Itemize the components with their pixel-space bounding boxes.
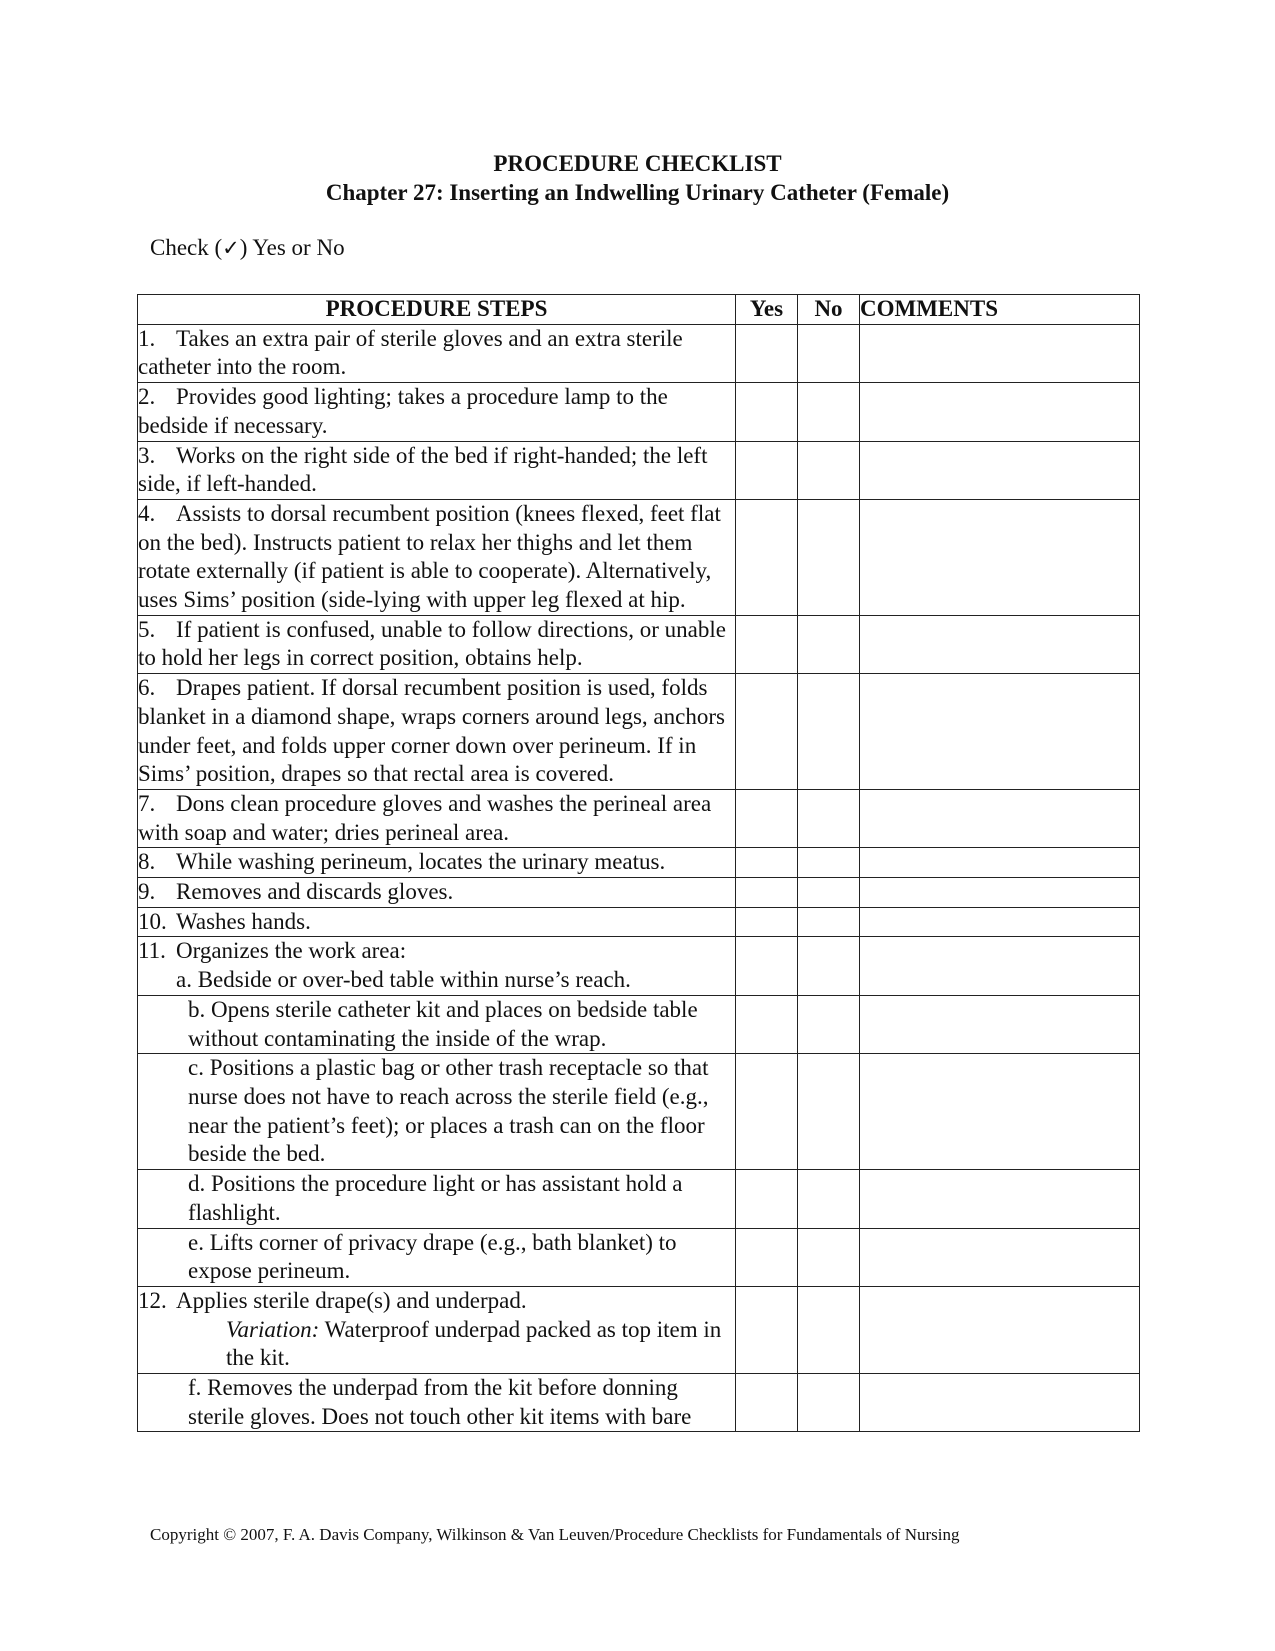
comments-cell[interactable] xyxy=(860,995,1140,1053)
step-text: Applies sterile drape(s) and underpad. xyxy=(176,1287,527,1313)
step-cell xyxy=(138,878,736,908)
step-cell xyxy=(138,907,736,937)
yes-cell[interactable] xyxy=(736,383,798,441)
yes-cell[interactable] xyxy=(736,1170,798,1228)
step-cell xyxy=(138,937,736,995)
table-row xyxy=(138,937,1140,995)
step-number: 12. xyxy=(138,1287,167,1313)
step-text: Organizes the work area: xyxy=(176,938,407,964)
comments-cell[interactable] xyxy=(860,1170,1140,1228)
step-cell xyxy=(138,1228,736,1286)
no-cell[interactable] xyxy=(798,1286,860,1373)
step-number: 7. xyxy=(138,790,156,816)
step-cell xyxy=(138,848,736,878)
variation-note xyxy=(138,1316,735,1373)
yes-cell[interactable] xyxy=(736,499,798,615)
step-cell xyxy=(138,383,736,441)
step-number: 2. xyxy=(138,384,156,410)
step-cell xyxy=(138,1170,736,1228)
no-cell[interactable] xyxy=(798,615,860,673)
step-text: Takes an extra pair of sterile gloves and an extra sterile catheter into the room. xyxy=(138,325,683,380)
comments-cell[interactable] xyxy=(860,615,1140,673)
comments-cell[interactable] xyxy=(860,499,1140,615)
step-text: If patient is confused, unable to follow directions, or unable to hold her legs in correct position, obtains help. xyxy=(138,616,726,671)
yes-cell[interactable] xyxy=(736,789,798,847)
procedure-checklist-table xyxy=(137,294,1140,1432)
yes-cell[interactable] xyxy=(736,441,798,499)
yes-cell[interactable] xyxy=(736,878,798,908)
step-text: Removes and discards gloves. xyxy=(176,879,454,905)
step-cell xyxy=(138,615,736,673)
step-text: Assists to dorsal recumbent position (knees flexed, feet flat on the bed). Instructs patient to relax her thighs and let them rotate externally (if patient is able to cooperate). Alternatively, uses Sims’ position (side-lying with upper leg flexed at hip. xyxy=(138,500,721,613)
table-row xyxy=(138,324,1140,382)
table-row xyxy=(138,1374,1140,1432)
table-row xyxy=(138,789,1140,847)
yes-cell[interactable] xyxy=(736,995,798,1053)
step-cell xyxy=(138,441,736,499)
no-cell[interactable] xyxy=(798,789,860,847)
step-text: Dons clean procedure gloves and washes the perineal area with soap and water; dries perineal area. xyxy=(138,790,712,845)
table-row xyxy=(138,615,1140,673)
step-number: 5. xyxy=(138,616,156,642)
checkmark-icon: ✓ xyxy=(222,236,240,260)
table-row xyxy=(138,907,1140,937)
comments-cell[interactable] xyxy=(860,1228,1140,1286)
table-header-row xyxy=(138,295,1140,325)
step-cell xyxy=(138,1286,736,1373)
variation-label: Variation: xyxy=(226,1316,320,1342)
comments-cell[interactable] xyxy=(860,1286,1140,1373)
no-cell[interactable] xyxy=(798,383,860,441)
step-number: 10. xyxy=(138,908,167,934)
substep-text: d. Positions the procedure light or has assistant hold a flashlight. xyxy=(188,1171,683,1225)
table-row xyxy=(138,878,1140,908)
check-prefix: Check ( xyxy=(150,235,223,260)
yes-cell[interactable] xyxy=(736,1374,798,1432)
step-number: 8. xyxy=(138,849,156,875)
step-text: Works on the right side of the bed if right-handed; the left side, if left-handed. xyxy=(138,442,708,497)
no-cell[interactable] xyxy=(798,1374,860,1432)
no-cell[interactable] xyxy=(798,878,860,908)
step-cell xyxy=(138,995,736,1053)
step-number: 1. xyxy=(138,325,156,351)
yes-cell[interactable] xyxy=(736,937,798,995)
comments-cell[interactable] xyxy=(860,1054,1140,1170)
step-number: 3. xyxy=(138,442,156,468)
no-cell[interactable] xyxy=(798,995,860,1053)
comments-cell[interactable] xyxy=(860,383,1140,441)
step-cell xyxy=(138,1374,736,1432)
header-yes: Yes xyxy=(736,295,798,325)
yes-cell[interactable] xyxy=(736,674,798,790)
no-cell[interactable] xyxy=(798,674,860,790)
substep-text: a. Bedside or over-bed table within nurse’s reach. xyxy=(176,967,631,993)
step-text: Drapes patient. If dorsal recumbent position is used, folds blanket in a diamond shape, wraps corners around legs, anchors under feet, and folds upper corner down over perineum. If in Sims’ position, drapes so that rectal area is covered. xyxy=(138,675,725,787)
no-cell[interactable] xyxy=(798,1228,860,1286)
no-cell[interactable] xyxy=(798,848,860,878)
step-number: 9. xyxy=(138,879,156,905)
header-no: No xyxy=(798,295,860,325)
no-cell[interactable] xyxy=(798,499,860,615)
comments-cell[interactable] xyxy=(860,789,1140,847)
table-row xyxy=(138,441,1140,499)
step-cell xyxy=(138,789,736,847)
comments-cell[interactable] xyxy=(860,324,1140,382)
table-row xyxy=(138,848,1140,878)
table-row xyxy=(138,1286,1140,1373)
no-cell[interactable] xyxy=(798,907,860,937)
header-procedure-steps: PROCEDURE STEPS xyxy=(138,295,736,325)
comments-cell[interactable] xyxy=(860,1374,1140,1432)
step-cell xyxy=(138,324,736,382)
table-row xyxy=(138,383,1140,441)
yes-cell[interactable] xyxy=(736,848,798,878)
table-row xyxy=(138,1228,1140,1286)
yes-cell[interactable] xyxy=(736,1054,798,1170)
no-cell[interactable] xyxy=(798,1054,860,1170)
comments-cell[interactable] xyxy=(860,937,1140,995)
substep-text: e. Lifts corner of privacy drape (e.g., bath blanket) to expose perineum. xyxy=(188,1229,677,1284)
yes-cell[interactable] xyxy=(736,907,798,937)
yes-cell[interactable] xyxy=(736,615,798,673)
step-number: 4. xyxy=(138,500,156,526)
yes-cell[interactable] xyxy=(736,1228,798,1286)
table-row xyxy=(138,995,1140,1053)
no-cell[interactable] xyxy=(798,937,860,995)
check-instruction xyxy=(150,233,345,263)
step-number: 6. xyxy=(138,675,156,701)
yes-cell[interactable] xyxy=(736,324,798,382)
check-suffix: ) Yes or No xyxy=(239,235,345,260)
substep-text: f. Removes the underpad from the kit before donning sterile gloves. Does not touch other kit items with bare xyxy=(188,1375,692,1429)
page-title: PROCEDURE CHECKLIST xyxy=(493,151,782,176)
substep-text: c. Positions a plastic bag or other trash receptacle so that nurse does not have to reach across the sterile field (e.g., near the patient’s feet); or places a trash can on the floor beside the bed. xyxy=(188,1055,709,1167)
no-cell[interactable] xyxy=(798,1170,860,1228)
no-cell[interactable] xyxy=(798,441,860,499)
step-text: Washes hands. xyxy=(176,908,311,934)
step-number: 11. xyxy=(138,938,166,964)
substep-text: b. Opens sterile catheter kit and places on bedside table without contaminating the inside of the wrap. xyxy=(188,996,698,1051)
header-comments: COMMENTS xyxy=(860,295,1140,325)
comments-cell[interactable] xyxy=(860,441,1140,499)
step-cell xyxy=(138,499,736,615)
step-text: While washing perineum, locates the urinary meatus. xyxy=(176,849,666,875)
table-row xyxy=(138,499,1140,615)
table-row xyxy=(138,1170,1140,1228)
comments-cell[interactable] xyxy=(860,878,1140,908)
step-cell xyxy=(138,674,736,790)
no-cell[interactable] xyxy=(798,324,860,382)
page-subtitle: Chapter 27: Inserting an Indwelling Urinary Catheter (Female) xyxy=(325,180,950,205)
copyright-footer: Copyright © 2007, F. A. Davis Company, Wilkinson & Van Leuven/Procedure Checklists for Fundamentals of Nursing xyxy=(150,1525,960,1544)
yes-cell[interactable] xyxy=(736,1286,798,1373)
table-row xyxy=(138,1054,1140,1170)
step-cell xyxy=(138,1054,736,1170)
table-row xyxy=(138,674,1140,790)
comments-cell[interactable] xyxy=(860,848,1140,878)
step-text: Provides good lighting; takes a procedure lamp to the bedside if necessary. xyxy=(138,384,668,438)
comments-cell[interactable] xyxy=(860,674,1140,790)
comments-cell[interactable] xyxy=(860,907,1140,937)
variation-text: Waterproof underpad packed as top item in the kit. xyxy=(226,1316,722,1371)
